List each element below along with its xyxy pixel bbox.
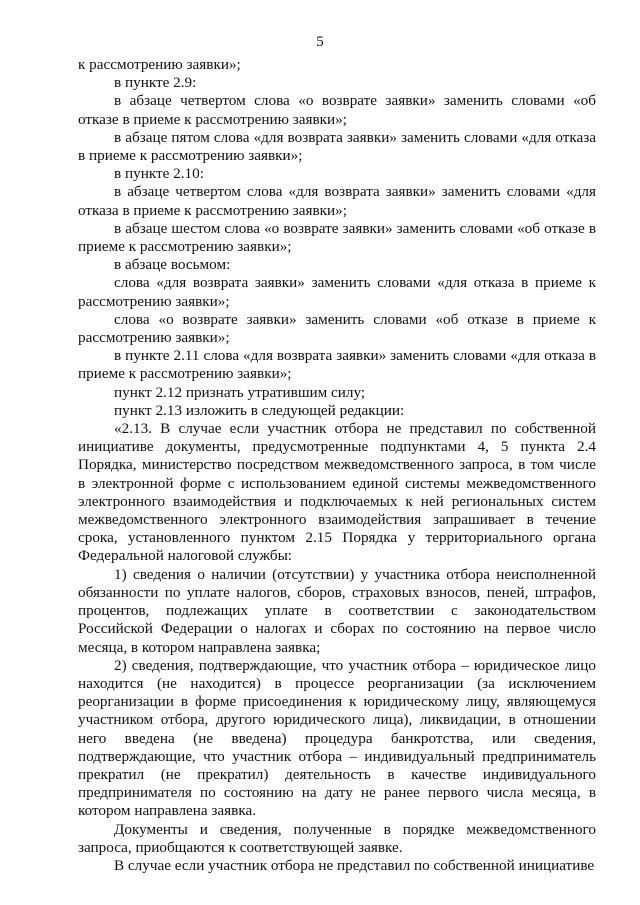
paragraph: 2) сведения, подтверждающие, что участник отбора – юридическое лицо находится (не находится) в процессе реорганизации (за исключением реорганизации в форме присоединения к юридическому лицу, являющемуся участником отбора, другого юридического лица), ликвидации, в отношении него введена (не введена) процедура банкротства, или сведения, подтверждающие, что участник отбора – индивидуальный предприниматель прекратил (не прекратил) деятельность в качестве индивидуального предпринимателя по состоянию на дату не ранее первого числа месяца, в котором направлена заявка. — [78, 656, 596, 820]
paragraph: В случае если участник отбора не представил по собственной инициативе — [114, 856, 595, 874]
paragraph: в абзаце четвертом слова «о возврате заявки» заменить словами «об отказе в приеме к рассмотрению заявки»; — [78, 92, 596, 128]
paragraph: слова «для возврата заявки» заменить словами «для отказа в приеме к рассмотрению заявки»; — [78, 274, 596, 310]
paragraph: в абзаце четвертом слова «для возврата заявки» заменить словами «для отказа в приеме к рассмотрению заявки»; — [78, 183, 596, 219]
paragraph: в абзаце шестом слова «о возврате заявки» заменить словами «об отказе в приеме к рассмотрению заявки»; — [78, 219, 596, 256]
paragraph: в абзаце пятом слова «для возврата заявки» заменить словами «для отказа в приеме к рассмотрению заявки»; — [78, 128, 596, 165]
paragraph: слова «о возврате заявки» заменить словами «об отказе в приеме к рассмотрению заявки»; — [78, 310, 596, 347]
paragraph: пункт 2.12 признать утратившим силу; — [114, 383, 366, 401]
paragraph: к рассмотрению заявки»; — [78, 56, 241, 73]
paragraph: в абзаце восьмом: — [114, 256, 231, 274]
paragraph: 1) сведения о наличии (отсутствии) у участника отбора неисполненной обязанности по уплате налогов, сборов, страховых взносов, пеней, штрафов, процентов, подлежащих уплате в соответствии с законодательством Российской Федерации о налогах и сборах по состоянию на первое число месяца, в котором направлена заявка; — [78, 565, 596, 656]
paragraph: пункт 2.13 изложить в следующей редакции: — [114, 401, 405, 419]
paragraph: в пункте 2.11 слова «для возврата заявки» заменить словами «для отказа в приеме к рассмотрению заявки»; — [78, 347, 596, 383]
document-body — [78, 56, 596, 875]
paragraph: в пункте 2.9: — [114, 74, 197, 92]
page-number: 5 — [316, 34, 324, 50]
paragraph: «2.13. В случае если участник отбора не представил по собственной инициативе документы, предусмотренные подпунктами 4, 5 пункта 2.4 Порядка, министерство посредством межведомственного запроса, в том числе в электронной форме с использованием единой системы межведомственного электронного взаимодействия и подключаемых к ней региональных систем межведомственного электронного взаимодействия запрашивает в течение срока, установленного пунктом 2.15 Порядка у территориального органа Федеральной налоговой службы: — [78, 420, 596, 565]
paragraph: Документы и сведения, полученные в порядке межведомственного запроса, приобщаются к соответствующей заявке. — [78, 820, 596, 856]
paragraph: в пункте 2.10: — [114, 165, 204, 183]
